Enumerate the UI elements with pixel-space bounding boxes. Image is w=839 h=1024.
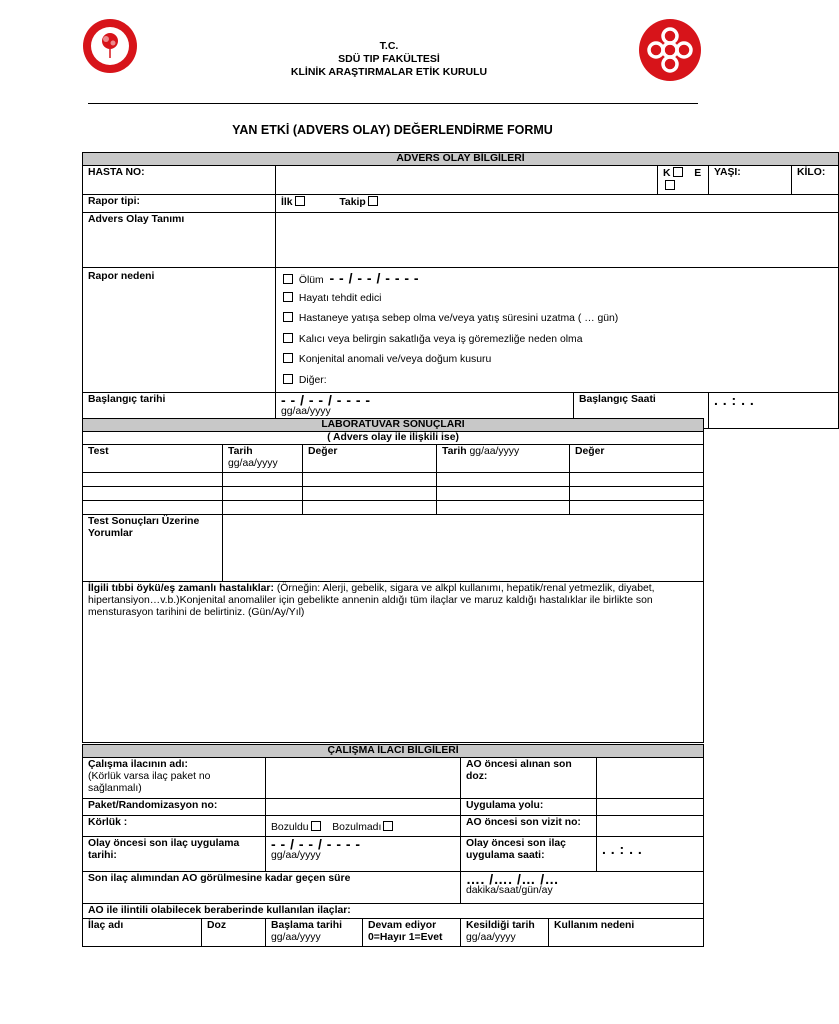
col-doz: Doz — [202, 919, 266, 947]
adverse-event-table — [82, 152, 839, 429]
baslangic-date-dashes: - - / - - / - - - - — [281, 392, 371, 408]
institution-header — [150, 40, 628, 79]
tanim-label: Advers Olay Tanımı — [83, 213, 276, 268]
olay-oncesi-tarih-field[interactable] — [266, 837, 461, 872]
baslangic-saati-label: Başlangıç Saati — [574, 393, 709, 429]
uygulama-yolu-field[interactable] — [597, 799, 704, 816]
lab-col-tarih-2 — [437, 445, 570, 473]
tanim-field[interactable] — [276, 213, 839, 268]
rapor-nedeni-options — [276, 268, 839, 393]
rapor-nedeni-label: Rapor nedeni — [83, 268, 276, 393]
uygulama-yolu-label: Uygulama yolu: — [461, 799, 597, 816]
korluk-options — [266, 816, 461, 837]
olay-oncesi-date-format: gg/aa/yyyy — [271, 850, 321, 861]
son-ilac-sure-field[interactable] — [461, 872, 704, 904]
lab-col-deger-2: Değer — [570, 445, 704, 473]
lab-col-tarih-1 — [223, 445, 303, 473]
gender-k-label: K — [663, 168, 671, 179]
table-row — [83, 501, 704, 515]
ilac-adi-field[interactable] — [266, 758, 461, 799]
lab-subtitle: ( Advers olay ile ilişkili ise) — [83, 432, 704, 445]
gender-k-checkbox[interactable] — [673, 167, 683, 177]
rapor-tipi-options — [276, 195, 839, 213]
konjenital-label: Konjenital anomali ve/veya doğum kusuru — [298, 354, 492, 365]
baslangic-tarihi-label: Başlangıç tarihi — [83, 393, 276, 429]
baslangic-date-format: gg/aa/yyyy — [281, 406, 331, 417]
lab-yorum-label: Test Sonuçları Üzerine Yorumlar — [83, 515, 223, 582]
header-line-1: T.C. — [379, 40, 399, 52]
olum-checkbox[interactable] — [283, 274, 293, 284]
sure-dots: …. /…. /… /… — [466, 871, 560, 887]
bozuldu-label: Bozuldu — [271, 822, 309, 833]
lab-col-tarih-1-label: Tarih — [228, 446, 253, 457]
col-baslama-format: gg/aa/yyyy — [271, 932, 321, 943]
col-kesildigi-label: Kesildiği tarih — [466, 920, 535, 931]
header-divider — [88, 103, 698, 104]
bozulmadi-checkbox[interactable] — [383, 821, 393, 831]
ilac-adi-label — [83, 758, 266, 799]
col-devam-label: Devam ediyor — [368, 920, 437, 931]
paket-field[interactable] — [266, 799, 461, 816]
lab-col-tarih-1-format: gg/aa/yyyy — [228, 458, 278, 469]
diger-checkbox[interactable] — [283, 374, 293, 384]
lab-yorum-field[interactable] — [223, 515, 704, 582]
hasta-no-field[interactable] — [276, 166, 658, 195]
hayati-checkbox[interactable] — [283, 292, 293, 302]
col-baslama-label: Başlama tarihi — [271, 920, 343, 931]
olay-oncesi-date-dashes: - - / - - / - - - - — [271, 836, 361, 852]
rapor-ilk-label: İlk — [281, 197, 293, 208]
gender-field[interactable] — [658, 166, 709, 195]
ethics-committee-logo — [638, 18, 702, 82]
col-devam — [363, 919, 461, 947]
hastane-label: Hastaneye yatışa sebep olma ve/veya yatış süresini uzatma ( … gün) — [298, 313, 619, 324]
olum-label: Ölüm — [298, 275, 324, 286]
history-label: İlgili tıbbi öykü/eş zamanlı hastalıklar: — [88, 583, 274, 594]
kalici-label: Kalıcı veya belirgin sakatlığa veya iş göremezliğe neden olma — [298, 333, 583, 345]
lab-col-test: Test — [83, 445, 223, 473]
ao-son-doz-field[interactable] — [597, 758, 704, 799]
table-row — [83, 473, 704, 487]
lab-col-tarih-2-label: Tarih — [442, 446, 467, 457]
sure-format: dakika/saat/gün/ay — [466, 885, 553, 896]
korluk-label: Körlük : — [83, 816, 266, 837]
header-line-3: KLİNİK ARAŞTIRMALAR ETİK KURULU — [290, 66, 488, 78]
ilac-adi-title: Çalışma ilacının adı: — [88, 759, 188, 770]
hayati-label: Hayatı tehdit edici — [298, 292, 382, 304]
age-field[interactable]: YAŞI: — [709, 166, 792, 195]
baslangic-saati-field[interactable]: . . : . . — [709, 393, 839, 429]
ao-son-doz-label: AO öncesi alınan son doz: — [461, 758, 597, 799]
col-kesildigi — [461, 919, 549, 947]
col-baslama — [266, 919, 363, 947]
study-drug-table — [82, 744, 704, 947]
form-title: YAN ETKİ (ADVERS OLAY) DEĞERLENDİRME FORMU — [232, 123, 553, 137]
ao-son-vizit-label: AO öncesi son vizit no: — [461, 816, 597, 837]
hasta-no-label: HASTA NO: — [83, 166, 276, 195]
lab-col-tarih-2-format: gg/aa/yyyy — [469, 446, 520, 457]
ao-son-vizit-field[interactable] — [597, 816, 704, 837]
col-ilac-adi: İlaç adı — [83, 919, 202, 947]
lab-col-deger-1: Değer — [303, 445, 437, 473]
col-devam-note: 0=Hayır 1=Evet — [368, 932, 443, 943]
gender-e-checkbox[interactable] — [665, 180, 675, 190]
rapor-ilk-checkbox[interactable] — [295, 196, 305, 206]
col-kesildigi-format: gg/aa/yyyy — [466, 932, 516, 943]
olay-oncesi-saat-field[interactable]: . . : . . — [597, 837, 704, 872]
section-header-drug: ÇALIŞMA İLACI BİLGİLERİ — [83, 745, 704, 758]
concomitant-label: AO ile ilintili olabilecek beraberinde kullanılan ilaçlar: — [83, 904, 704, 919]
hastane-checkbox[interactable] — [283, 312, 293, 322]
section-header-lab: LABORATUVAR SONUÇLARI — [83, 419, 704, 432]
olay-oncesi-tarih-label: Olay öncesi son ilaç uygulama tarihi: — [83, 837, 266, 872]
olum-date[interactable]: - - / - - / - - - - — [329, 270, 420, 286]
table-row — [83, 487, 704, 501]
kalici-checkbox[interactable] — [283, 333, 293, 343]
lab-results-table — [82, 418, 704, 743]
gender-e-label: E — [694, 168, 702, 179]
weight-field[interactable]: KİLO: — [792, 166, 839, 195]
section-header-adverse: ADVERS OLAY BİLGİLERİ — [83, 153, 839, 166]
rapor-takip-label: Takip — [339, 197, 366, 208]
header-line-2: SDÜ TIP FAKÜLTESİ — [338, 53, 440, 65]
rapor-takip-checkbox[interactable] — [368, 196, 378, 206]
paket-label: Paket/Randomizasyon no: — [83, 799, 266, 816]
rapor-tipi-label: Rapor tipi: — [83, 195, 276, 213]
konjenital-checkbox[interactable] — [283, 353, 293, 363]
olay-oncesi-saat-label: Olay öncesi son ilaç uygulama saati: — [461, 837, 597, 872]
bozuldu-checkbox[interactable] — [311, 821, 321, 831]
bozulmadi-label: Bozulmadı — [332, 822, 382, 833]
history-text: (Örneğin: Alerji, gebelik, sigara ve alkpl kullanımı, hepatik/renal yetmezlik, diyabet, hipertansiyon…v.b.)Konjenital anomaliler için gebelikte annenin aldığı tüm ilaçlar ve maruz kaldığı hastalıklar ile birlikte son mensturasyon tarihini de belirtiniz. (Gün/Ay/Yıl) — [88, 583, 655, 618]
son-ilac-sure-label: Son ilaç alımından AO görülmesine kadar geçen süre — [83, 872, 461, 904]
history-field[interactable] — [83, 582, 704, 743]
university-logo — [82, 18, 138, 74]
ilac-adi-note: (Körlük varsa ilaç paket no sağlanmalı) — [88, 771, 211, 794]
diger-label: Diğer: — [298, 374, 327, 386]
col-neden: Kullanım nedeni — [549, 919, 704, 947]
